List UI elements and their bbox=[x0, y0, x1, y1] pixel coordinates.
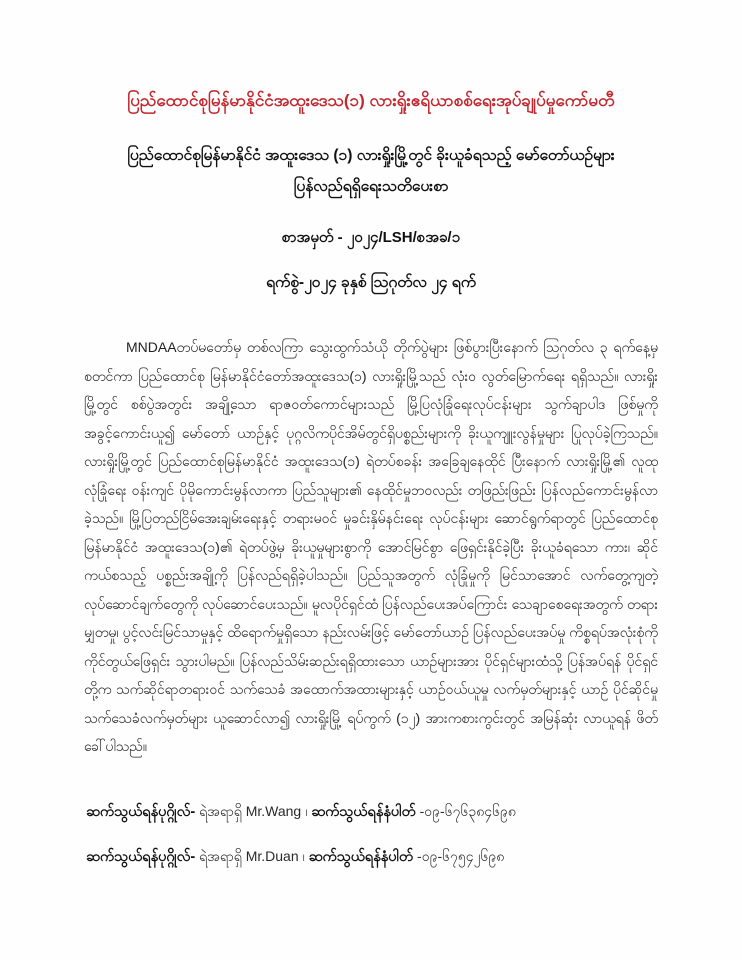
contact-phone-number: -၀၉-၆၇၅၄၂၆၉၈ bbox=[417, 847, 505, 864]
document-subtitle bbox=[70, 140, 672, 202]
contact-section bbox=[86, 801, 742, 869]
subtitle-line-2: ပြန်လည်ရရှိရေးသတိပေးစာ bbox=[293, 178, 449, 196]
contact-line-wang bbox=[86, 801, 742, 824]
contact-line-duan bbox=[86, 846, 742, 869]
contact-person-name: ရဲအရာရှိ Mr.Duan ၊ bbox=[199, 847, 309, 864]
document-title: ပြည်ထောင်စုမြန်မာနိုင်ငံအထူးဒေသ(၁) လားရှိုးဧရိယာစစ်ရေးအုပ်ချုပ်မှုကော်မတီ bbox=[127, 91, 615, 110]
contact-phone-number: -၀၉-၆၇၆၃၈၄၆၉၈ bbox=[419, 802, 516, 819]
contact-person-name: ရဲအရာရှိ Mr.Wang ၊ bbox=[199, 802, 312, 819]
contact-person-label: ဆက်သွယ်ရန်ပုဂ္ဂိုလ်- bbox=[86, 803, 196, 820]
contact-phone-label: ဆက်သွယ်ရန်နံပါတ် bbox=[308, 848, 414, 865]
letter-number: စာအမှတ် - ၂၀၂၄/LSH/စအခ/၁ bbox=[281, 229, 461, 247]
letter-body: MNDAAတပ်မတော်မှ တစ်လကြာ သွေးထွက်သံယို တိုက်ပွဲများ ဖြစ်ပွားပြီးနောက် သြဂုတ်လ ၃ ရက်နေ့မှ စတင်ကာ ပြည်ထောင်စု မြန်မာနိုင်ငံတော်အထူးဒေသ(၁) လားရှိုးမြို့သည် လုံးဝ လွတ်မြောက်ရေး ရရှိသည်။ လားရှိုးမြို့တွင် စစ်ပွဲအတွင်း အချို့သော ရာဇဝတ်ကောင်များသည် မြို့ပြလုံခြုံရေးလုပ်ငန်းများ သွက်ချာပါဒ ဖြစ်မှုကို အခွင့်ကောင်းယူ၍ မော်တော် ယာဉ်နှင့် ပုဂ္ဂလိကပိုင်အိမ်တွင်ရှိပစ္စည်းများကို ခိုးယူကျူးလွန်မှုများ ပြုလုပ်ခဲ့ကြသည်။ လားရှိုးမြို့တွင် ပြည်ထောင်စုမြန်မာနိုင်ငံ အထူးဒေသ(၁) ရဲတပ်စခန်း အခြေချနေထိုင် ပြီးနောက် လားရှိုးမြို့၏ လူထုလုံခြုံရေး ဝန်းကျင် ပိုမိုကောင်းမွန်လာကာ ပြည်သူများ၏ နေထိုင်မှုဘဝလည်း တဖြည်းဖြည်း ပြန်လည်ကောင်းမွန်လာခဲ့သည်။ မြို့ပြတည်ငြိမ်အေးချမ်းရေးနှင့် တရားမဝင် မှုခင်းနှိမ်နင်းရေး လုပ်ငန်းများ ဆောင်ရွက်ရာတွင် ပြည်ထောင်စုမြန်မာနိုင်ငံ အထူးဒေသ(၁)၏ ရဲတပ်ဖွဲ့မှ ခိုးယူမှုများစွာကို အောင်မြင်စွာ ဖြေရှင်းနိုင်ခဲ့ပြီး ခိုးယူခံရသော ကား၊ ဆိုင်ကယ်စသည့် ပစ္စည်းအချို့ကို ပြန်လည်ရရှိခဲ့ပါသည်။ ပြည်သူအတွက် လုံခြုံမှုကို မြင်သာအောင် လက်တွေ့ကျတဲ့ လုပ်ဆောင်ချက်တွေကို လုပ်ဆောင်ပေးသည်။ မူလပိုင်ရှင်ထံ ပြန်လည်ပေးအပ်ကြောင်း သေချာစေရေးအတွက် တရားမျှတမှု၊ ပွင့်လင်းမြင်သာမှုနှင့် ထိရောက်မှုရှိသော နည်းလမ်းဖြင့် မော်တော်ယာဉ် ပြန်လည်ပေးအပ်မှု ကိစ္စရပ်အလုံးစုံကို ကိုင်တွယ်ဖြေရှင်း သွားပါမည်။ ပြန်လည်သိမ်းဆည်းရရှိထားသော ယာဉ်များအား ပိုင်ရှင်များထံသို့ ပြန်အပ်ရန် ပိုင်ရှင်တို့က သက်ဆိုင်ရာတရားဝင် သက်သေခံ အထောက်အထားများနှင့် ယာဉ်ဝယ်ယူမှု လက်မှတ်များနှင့် ယာဉ် ပိုင်ဆိုင်မှု သက်သေခံလက်မှတ်များ ယူဆောင်လာ၍ လားရှိုးမြို့ ရပ်ကွက် (၁၂) အားကစားကွင်းတွင် အမြန်ဆုံး လာယူရန် ဖိတ်ခေါ်ပါသည်။ bbox=[84, 339, 658, 755]
subtitle-line-1: ပြည်ထောင်စုမြန်မာနိုင်ငံ အထူးဒေသ (၁) လားရှိုးမြို့တွင် ခိုးယူခံရသည့် မော်တော်ယဉ်များ bbox=[127, 147, 615, 165]
letter-date: ရက်စွဲ-၂၀၂၄ ခုနှစ် သြဂုတ်လ ၂၄ ရက် bbox=[266, 274, 476, 292]
contact-person-label: ဆက်သွယ်ရန်ပုဂ္ဂိုလ်- bbox=[86, 848, 196, 865]
contact-phone-label: ဆက်သွယ်ရန်နံပါတ် bbox=[311, 803, 416, 820]
